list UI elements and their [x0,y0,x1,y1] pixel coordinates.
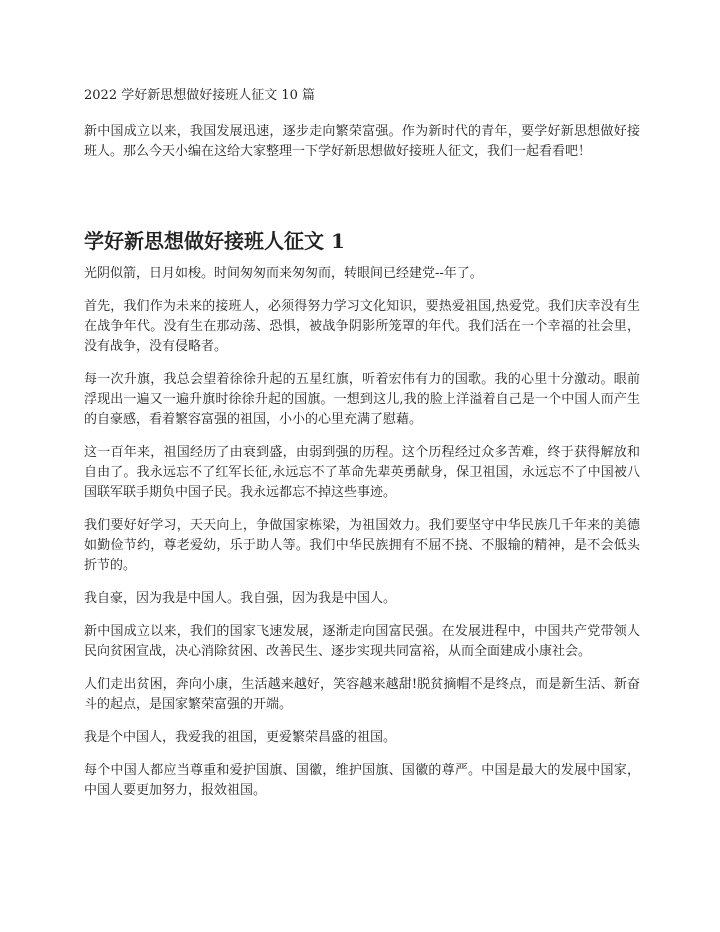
paragraph-4: 这一百年来，祖国经历了由衰到盛，由弱到强的历程。这个历程经过众多苦难，终于获得解放和自由了。我永远忘不了红军长征,永远忘不了革命先辈英勇献身，保卫祖国，永远忘不了中国被八国联军联手期负中国子民。我永远都忘不掉这些事迹。 [84,445,640,500]
paragraph-1: 光阴似箭，日月如梭。时间匆匆而来匆匆而，转眼间已经建党--年了。 [84,266,483,281]
paragraph-3: 每一次升旗，我总会望着徐徐升起的五星红旗，听着宏伟有力的国歌。我的心里十分激动。眼前浮现出一遍又一遍升旗时徐徐升起的国旗。一想到这儿,我的脸上洋溢着自己是一个中国人而产生的自豪感，看着繁容富强的祖国，小小的心里充满了慰藉。 [84,372,640,427]
essay-body [84,264,640,814]
section-heading: 学好新思想做好接班人征文 1 [84,229,345,253]
document-title: 2022 学好新思想做好接班人征文 10 篇 [84,88,316,103]
paragraph-8: 人们走出贫困，奔向小康，生活越来越好，笑容越来越甜!脱贫摘帽不是终点，而是新生活、新奋斗的起点，是国家繁荣富强的开端。 [84,677,640,712]
paragraph-9: 我是个中国人，我爱我的祖国，更爱繁荣昌盛的祖国。 [84,730,397,745]
paragraph-10: 每个中国人都应当尊重和爱护国旗、国徽，维护国旗、国徽的尊严。中国是最大的发展中国家，中国人要更加努力，报效祖国。 [84,763,640,798]
paragraph-7: 新中国成立以来，我们的国家飞速发展，逐渐走向国富民强。在发展进程中，中国共产党带领人民向贫困宣战，决心消除贫困、改善民生、逐步实现共同富裕，从而全面建成小康社会。 [84,624,640,659]
paragraph-2: 首先，我们作为未来的接班人，必须得努力学习文化知识，要热爱祖国,热爱党。我们庆幸没有生在战争年代。没有生在那动荡、恐惧，被战争阴影所笼罩的年代。我们活在一个幸福的社会里，没有战争，没有侵略者。 [84,299,640,354]
paragraph-5: 我们要好好学习，天天向上，争做国家栋梁，为祖国效力。我们要坚守中华民族几千年来的美德如勤俭节约，尊老爱幼，乐于助人等。我们中华民族拥有不屈不挠、不服输的精神，是不会低头折节的。 [84,518,640,573]
intro-paragraph: 新中国成立以来，我国发展迅速，逐步走向繁荣富强。作为新时代的青年，要学好新思想做好接班人。那么今天小编在这给大家整理一下学好新思想做好接班人征文，我们一起看看吧！ [84,124,640,159]
paragraph-6: 我自豪，因为我是中国人。我自强，因为我是中国人。 [84,591,397,606]
